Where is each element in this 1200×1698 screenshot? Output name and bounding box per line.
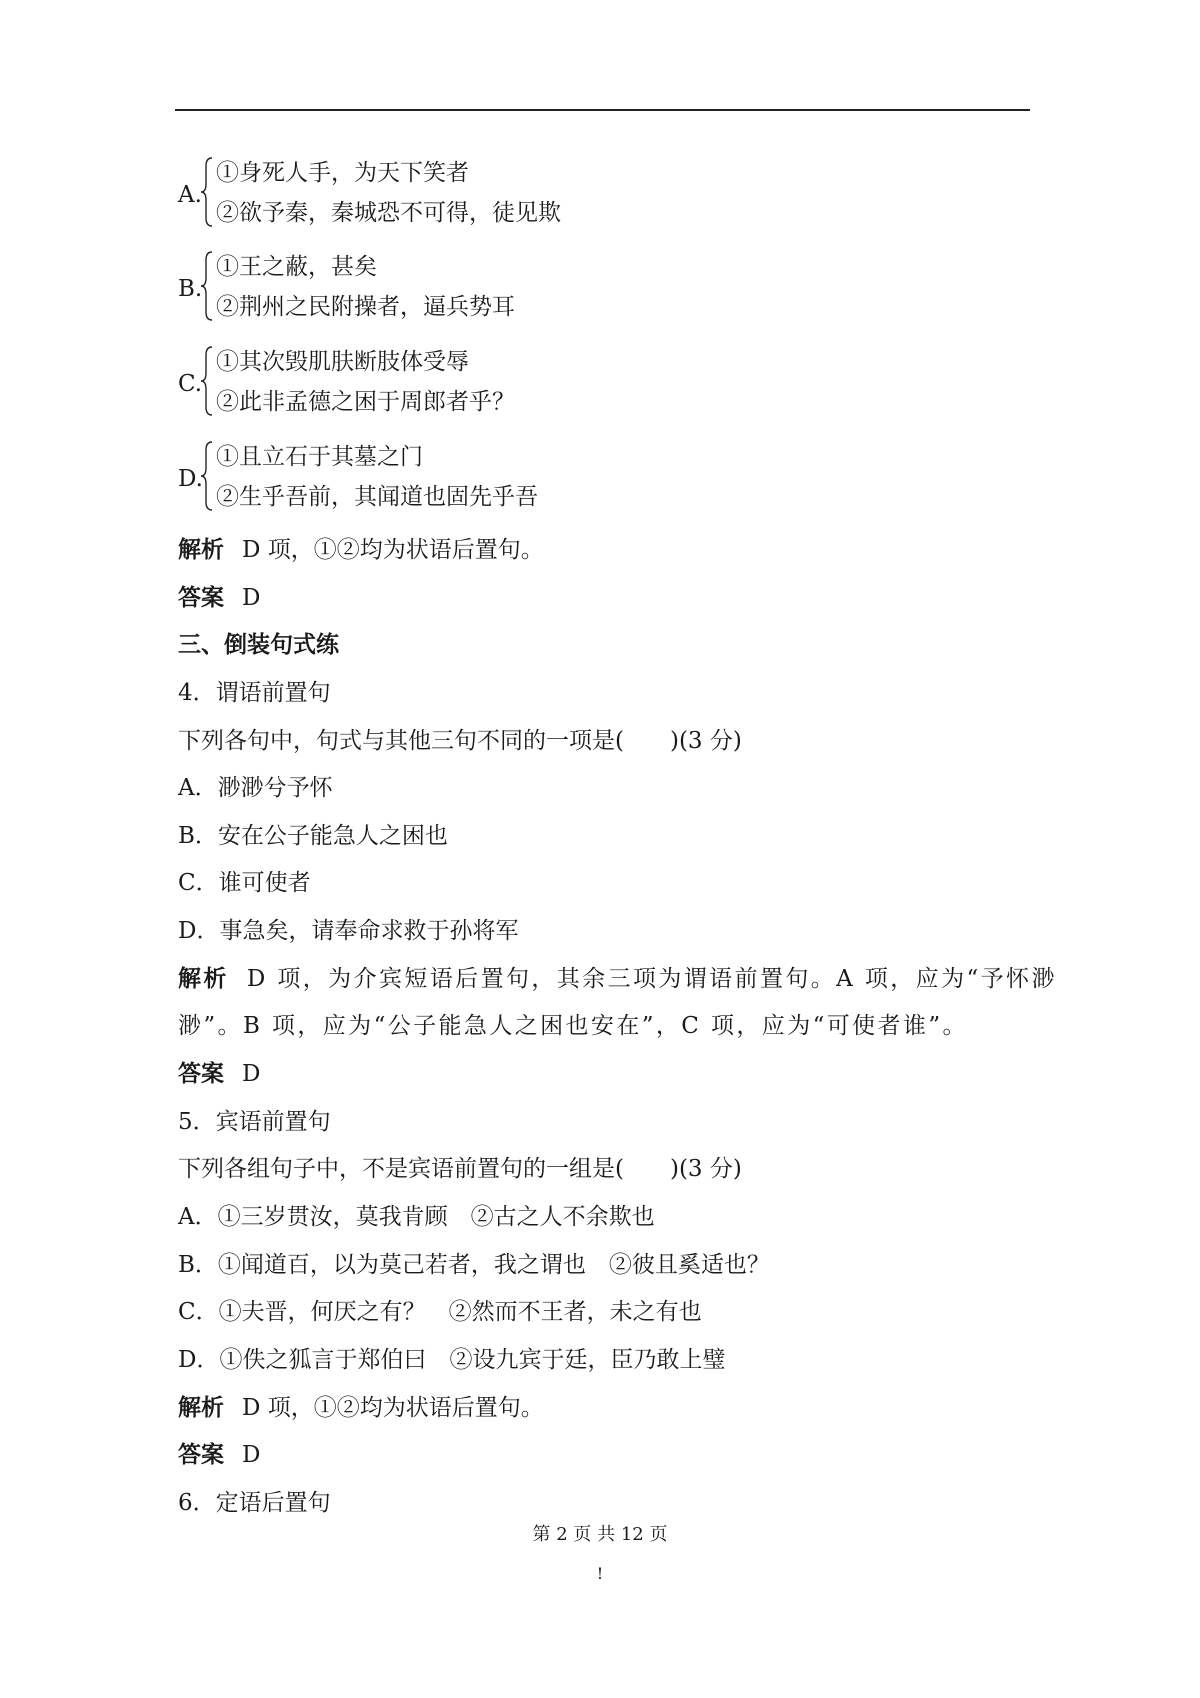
- analysis-label: 解析: [178, 536, 224, 563]
- option-sentence-2: ②生乎吾前，其闻道也固先乎吾: [216, 484, 538, 510]
- question-stem: 下列各句中，句式与其他三句不同的一项是( )(3 分): [178, 728, 742, 754]
- brace-icon: [200, 156, 214, 228]
- answer-label: 答案: [178, 1441, 224, 1468]
- answer-text: D: [242, 1061, 261, 1087]
- analysis-label: 解析: [178, 1394, 224, 1421]
- option-sentence-1: ①其次毁肌肤断肢体受辱: [216, 349, 469, 375]
- section-title: 三、倒装句式练: [178, 631, 339, 658]
- page-number: 第 2 页 共 12 页: [532, 1524, 668, 1545]
- option-sentence-1: ①身死人手，为天下笑者: [216, 160, 469, 186]
- question-option: B．安在公子能急人之困也: [178, 823, 448, 849]
- question-stem: 下列各组句子中，不是宾语前置句的一组是( )(3 分): [178, 1156, 742, 1182]
- answer-text: D: [242, 585, 261, 611]
- question-title: 6．定语后置句: [178, 1490, 331, 1516]
- analysis-label: 解析: [178, 965, 229, 992]
- option-sentence-2: ②欲予秦，秦城恐不可得，徒见欺: [216, 200, 561, 226]
- question-option: C．①夫晋，何厌之有？ ②然而不王者，未之有也: [178, 1299, 702, 1325]
- question-option: D．①佚之狐言于郑伯曰 ②设九宾于廷，臣乃敢上璧: [178, 1347, 726, 1373]
- question-option: D．事急矣，请奉命求救于孙将军: [178, 918, 519, 944]
- option-letter: A.: [178, 182, 202, 208]
- analysis-text: D 项，①②均为状语后置句。: [242, 1395, 544, 1421]
- footer-mark: !: [596, 1564, 604, 1583]
- brace-icon: [200, 440, 214, 512]
- answer-line: [178, 1440, 260, 1470]
- option-letter: D.: [178, 466, 203, 492]
- analysis-line: [178, 1393, 544, 1423]
- analysis-continuation: 渺”。B 项，应为“公子能急人之困也安在”，C 项，应为“可使者谁”。: [178, 1013, 968, 1039]
- option-letter: B.: [178, 276, 203, 302]
- answer-line: [178, 1059, 260, 1089]
- question-title: 5．宾语前置句: [178, 1109, 331, 1135]
- question-title: 4．谓语前置句: [178, 680, 331, 706]
- answer-text: D: [242, 1442, 261, 1468]
- answer-label: 答案: [178, 584, 224, 611]
- analysis-text: D 项，①②均为状语后置句。: [242, 537, 544, 563]
- analysis-line: [178, 964, 1057, 994]
- answer-line: [178, 583, 260, 613]
- header-rule: [175, 109, 1030, 111]
- option-letter: C.: [178, 371, 203, 397]
- question-option: B．①闻道百，以为莫己若者，我之谓也 ②彼且奚适也？: [178, 1252, 770, 1278]
- question-option: C．谁可使者: [178, 870, 311, 896]
- option-sentence-1: ①王之蔽，甚矣: [216, 254, 377, 280]
- option-sentence-2: ②荆州之民附操者，逼兵势耳: [216, 294, 515, 320]
- option-sentence-1: ①且立石于其墓之门: [216, 444, 423, 470]
- analysis-line: [178, 535, 544, 565]
- brace-icon: [200, 250, 214, 322]
- analysis-text: D 项，为介宾短语后置句，其余三项为谓语前置句。A 项，应为“予怀渺: [246, 966, 1057, 992]
- option-sentence-2: ②此非孟德之困于周郎者乎？: [216, 389, 515, 415]
- brace-icon: [200, 345, 214, 417]
- question-option: A．渺渺兮予怀: [178, 775, 333, 801]
- answer-label: 答案: [178, 1060, 224, 1087]
- question-option: A．①三岁贯汝，莫我肯顾 ②古之人不余欺也: [178, 1204, 655, 1230]
